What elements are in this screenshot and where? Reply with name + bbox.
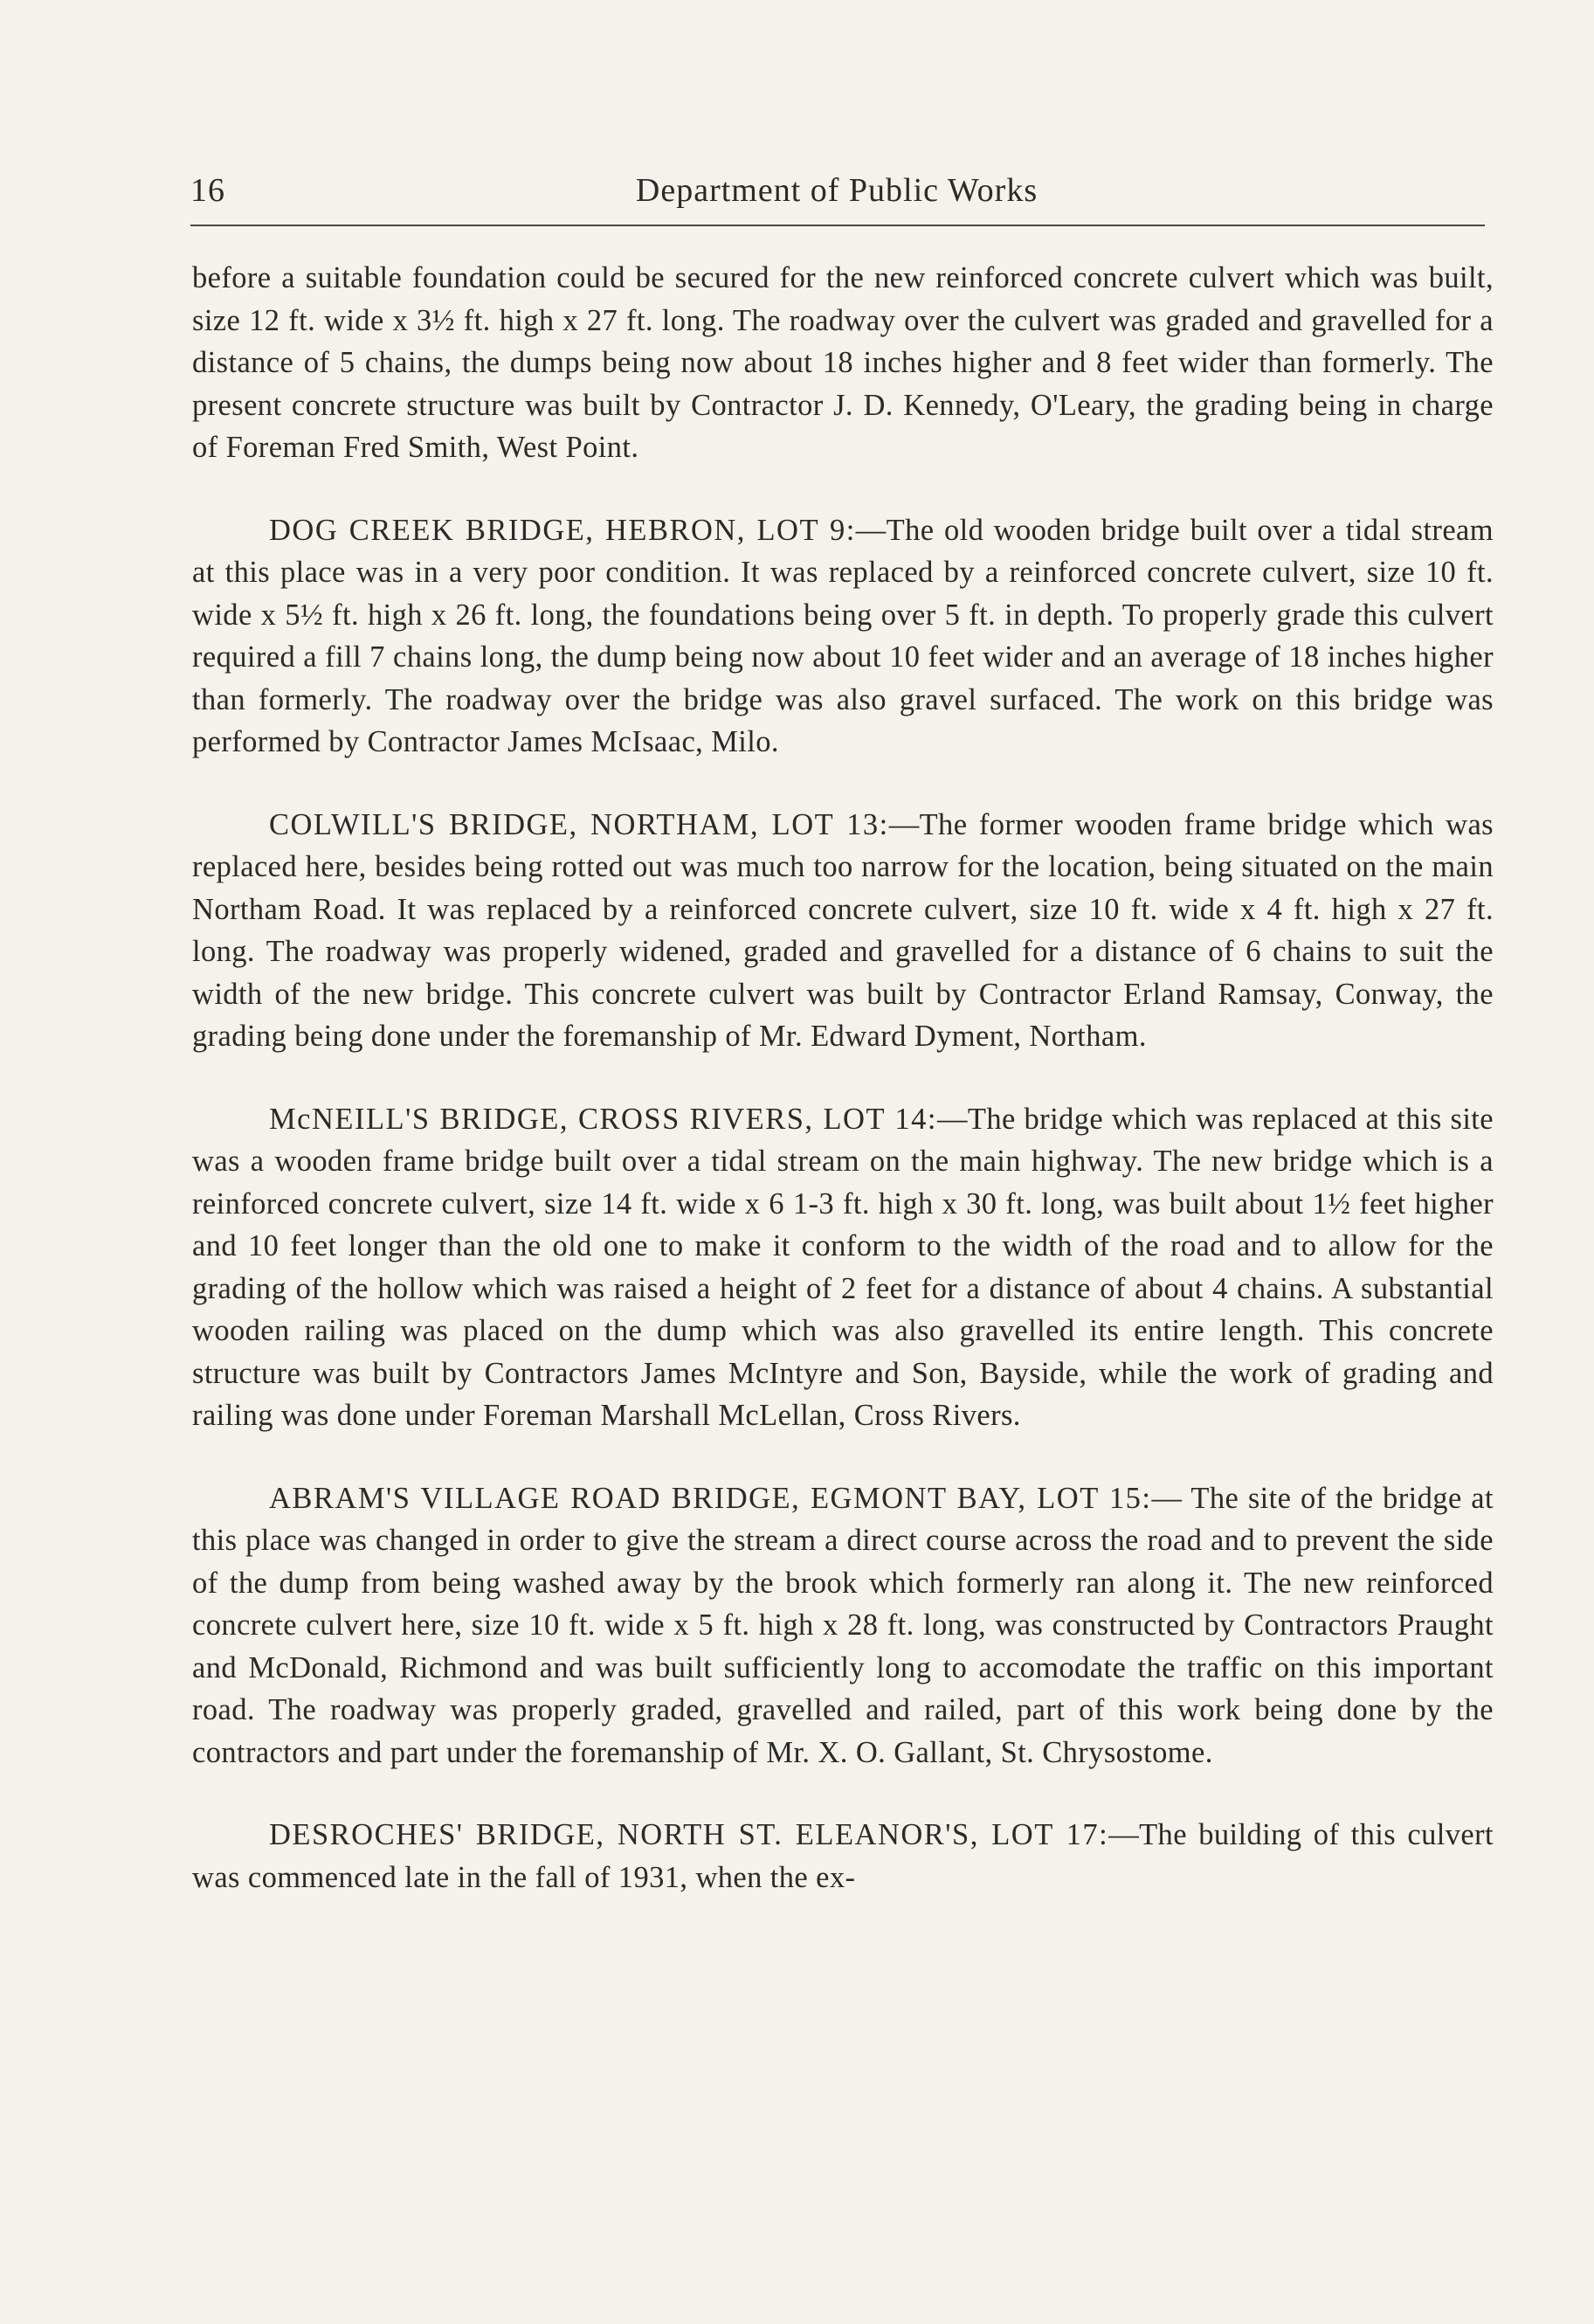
- section-heading: DOG CREEK BRIDGE, HEBRON, LOT 9:: [269, 513, 856, 547]
- paragraph-dog-creek-bridge: [192, 509, 1494, 764]
- paragraph-colwills-bridge: [192, 804, 1494, 1058]
- body-text: [192, 257, 1494, 1939]
- paragraph-mcneills-bridge: [192, 1098, 1494, 1437]
- paragraph-text: —The building of this culvert was commenced late in the fall of 1931, when the ex-: [192, 1818, 1494, 1894]
- paragraph-continuation: [192, 257, 1494, 469]
- section-heading: COLWILL'S BRIDGE, NORTHAM, LOT 13:: [269, 807, 889, 841]
- header-rule: [190, 225, 1485, 226]
- paragraph-text: —The old wooden bridge built over a tidal stream at this place was in a very poor condition. It was replaced by a reinforced concrete culvert, size 10 ft. wide x 5½ ft. high x 26 ft. long, the foundations being over 5 ft. in depth. To properly grade this culvert required a fill 7 chains long, the dump being now about 10 feet wider and an average of 18 inches higher than formerly. The roadway over the bridge was also gravel surfaced. The work on this bridge was performed by Contractor James McIsaac, Milo.: [192, 513, 1494, 758]
- paragraph-text: —The bridge which was replaced at this site was a wooden frame bridge built over a tidal stream on the main highway. The new bridge which is a reinforced concrete culvert, size 14 ft. wide x 6 1-3 ft. high x 30 ft. long, was built about 1½ feet higher and 10 feet longer than the old one to make it conform to the width of the road and to allow for the grading of the hollow which was raised a height of 2 feet for a distance of about 4 chains. A substantial wooden railing was placed on the dump which was also gravelled its entire length. This concrete structure was built by Contractors James McIntyre and Son, Bayside, while the work of grading and railing was done under Foreman Marshall McLellan, Cross Rivers.: [192, 1102, 1494, 1432]
- page-number: 16: [190, 172, 225, 209]
- paragraph-text: before a suitable foundation could be secured for the new reinforced concrete culvert which was built, size 12 ft. wide x 3½ ft. high x 27 ft. long. The roadway over the culvert was graded and gravelled for a distance of 5 chains, the dumps being now about 18 inches higher and 8 feet wider than formerly. The present concrete structure was built by Contractor J. D. Kennedy, O'Leary, the grading being in charge of Foreman Fred Smith, West Point.: [192, 261, 1494, 464]
- section-heading: ABRAM'S VILLAGE ROAD BRIDGE, EGMONT BAY, LOT 15:: [269, 1481, 1152, 1515]
- paragraph-text: —The former wooden frame bridge which was replaced here, besides being rotted out was much too narrow for the location, being situated on the main Northam Road. It was replaced by a reinforced concrete culvert, size 10 ft. wide x 4 ft. high x 27 ft. long. The roadway was properly widened, graded and gravelled for a distance of 6 chains to suit the width of the new bridge. This concrete culvert was built by Contractor Erland Ramsay, Conway, the grading being done under the foremanship of Mr. Edward Dyment, Northam.: [192, 807, 1494, 1053]
- paragraph-abrams-village-bridge: [192, 1477, 1494, 1774]
- page-header: [190, 171, 1483, 220]
- running-title: Department of Public Works: [635, 172, 1039, 209]
- paragraph-text: — The site of the bridge at this place was changed in order to give the stream a direct course across the road and to prevent the side of the dump from being washed away by the brook which formerly ran along it. The new reinforced concrete culvert here, size 10 ft. wide x 5 ft. high x 28 ft. long, was constructed by Contractors Praught and McDonald, Richmond and was built sufficiently long to accomodate the traffic on this important road. The roadway was properly graded, gravelled and railed, part of this work being done by the contractors and part under the foremanship of Mr. X. O. Gallant, St. Chrysostome.: [192, 1481, 1494, 1769]
- section-heading: McNEILL'S BRIDGE, CROSS RIVERS, LOT 14:: [269, 1102, 937, 1136]
- section-heading: DESROCHES' BRIDGE, NORTH ST. ELEANOR'S, LOT 17:: [269, 1818, 1109, 1851]
- paragraph-desroches-bridge: [192, 1814, 1494, 1899]
